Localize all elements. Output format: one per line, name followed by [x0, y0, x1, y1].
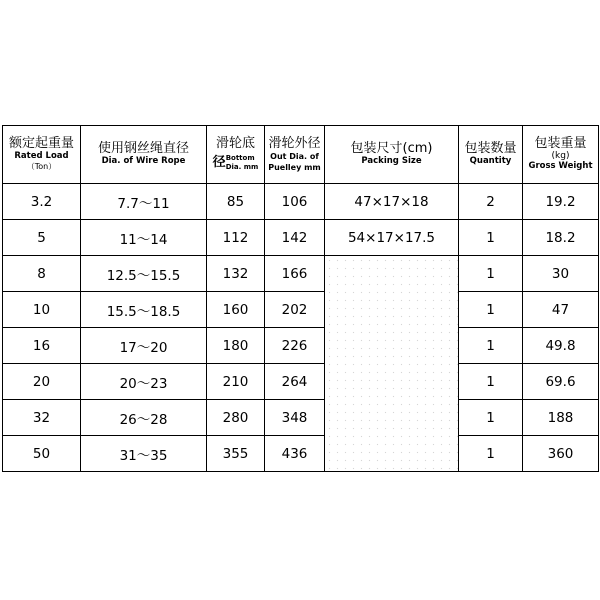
cell-packing-size: 47×17×18 [325, 184, 459, 220]
table-row [3, 400, 599, 436]
cell-rated-load: 3.2 [3, 184, 81, 220]
cell-wire-rope: 7.7～11 [81, 184, 207, 220]
cell-gross-weight: 69.6 [523, 364, 599, 400]
cell-bottom-dia: 85 [207, 184, 265, 220]
cell-quantity: 2 [459, 184, 523, 220]
header-wire-rope [81, 126, 207, 184]
cell-quantity: 1 [459, 400, 523, 436]
cell-rated-load: 20 [3, 364, 81, 400]
cell-wire-rope: 20～23 [81, 364, 207, 400]
header-bottom-dia-en-group [226, 154, 259, 172]
table-row [3, 292, 599, 328]
header-gross-weight-unit: (kg) [551, 151, 570, 161]
header-packing-size-cn: 包装尺寸(cm) [350, 141, 433, 156]
header-outer-dia [265, 126, 325, 184]
header-wire-rope-cn: 使用钢丝绳直径 [97, 141, 189, 156]
cell-gross-weight: 18.2 [523, 220, 599, 256]
cell-rated-load: 50 [3, 436, 81, 472]
cell-wire-rope: 26～28 [81, 400, 207, 436]
cell-rated-load: 10 [3, 292, 81, 328]
cell-wire-rope: 31～35 [81, 436, 207, 472]
header-gross-weight [523, 126, 599, 184]
cell-outer-dia: 106 [265, 184, 325, 220]
cell-wire-rope: 11～14 [81, 220, 207, 256]
cell-gross-weight: 188 [523, 400, 599, 436]
cell-quantity: 1 [459, 364, 523, 400]
cell-bottom-dia: 210 [207, 364, 265, 400]
cell-bottom-dia: 132 [207, 256, 265, 292]
header-packing-size [325, 126, 459, 184]
cell-outer-dia: 226 [265, 328, 325, 364]
spec-table [2, 125, 599, 472]
cell-rated-load: 32 [3, 400, 81, 436]
cell-quantity: 1 [459, 292, 523, 328]
cell-bottom-dia: 112 [207, 220, 265, 256]
cell-outer-dia: 264 [265, 364, 325, 400]
header-quantity [459, 126, 523, 184]
cell-wire-rope: 15.5～18.5 [81, 292, 207, 328]
cell-wire-rope: 17～20 [81, 328, 207, 364]
cell-gross-weight: 19.2 [523, 184, 599, 220]
table-row [3, 436, 599, 472]
cell-outer-dia: 202 [265, 292, 325, 328]
cell-quantity: 1 [459, 220, 523, 256]
table-row [3, 256, 599, 292]
table-row [3, 184, 599, 220]
header-bottom-dia-en-bottom: Dia. mm [225, 163, 259, 171]
table-row [3, 328, 599, 364]
cell-bottom-dia: 355 [207, 436, 265, 472]
header-outer-dia-en1: Out Dia. of [270, 151, 319, 161]
table-row [3, 364, 599, 400]
header-bottom-dia-cn: 滑轮底 [215, 136, 255, 151]
header-outer-dia-en2: Puelley mm [268, 162, 321, 172]
header-bottom-dia-en-top: Bottom [225, 154, 255, 162]
header-wire-rope-en: Dia. of Wire Rope [101, 156, 186, 166]
cell-outer-dia: 166 [265, 256, 325, 292]
cell-packing-size-merged [325, 256, 459, 472]
header-rated-load-en: Rated Load [14, 151, 69, 161]
cell-bottom-dia: 160 [207, 292, 265, 328]
header-quantity-en: Quantity [469, 156, 512, 166]
header-gross-weight-en: Gross Weight [528, 161, 593, 171]
header-bottom-dia [207, 126, 265, 184]
cell-gross-weight: 360 [523, 436, 599, 472]
cell-rated-load: 16 [3, 328, 81, 364]
header-rated-load-unit: （Ton） [26, 162, 57, 171]
cell-outer-dia: 436 [265, 436, 325, 472]
cell-bottom-dia: 180 [207, 328, 265, 364]
cell-gross-weight: 49.8 [523, 328, 599, 364]
cell-packing-size: 54×17×17.5 [325, 220, 459, 256]
cell-wire-rope: 12.5～15.5 [81, 256, 207, 292]
cell-rated-load: 8 [3, 256, 81, 292]
header-rated-load-cn: 额定起重量 [8, 136, 74, 151]
cell-quantity: 1 [459, 256, 523, 292]
header-packing-size-en: Packing Size [361, 156, 422, 166]
header-row [3, 126, 599, 184]
cell-rated-load: 5 [3, 220, 81, 256]
cell-quantity: 1 [459, 328, 523, 364]
header-quantity-cn: 包装数量 [464, 141, 517, 156]
cell-outer-dia: 348 [265, 400, 325, 436]
header-bottom-dia-lower [213, 154, 259, 172]
cell-quantity: 1 [459, 436, 523, 472]
cell-gross-weight: 30 [523, 256, 599, 292]
cell-gross-weight: 47 [523, 292, 599, 328]
table-row [3, 220, 599, 256]
cell-outer-dia: 142 [265, 220, 325, 256]
header-outer-dia-cn: 滑轮外径 [268, 135, 321, 151]
header-rated-load [3, 126, 81, 184]
header-gross-weight-cn: 包装重量 [534, 136, 587, 151]
cell-bottom-dia: 280 [207, 400, 265, 436]
header-bottom-dia-cn-side: 径 [212, 155, 226, 170]
